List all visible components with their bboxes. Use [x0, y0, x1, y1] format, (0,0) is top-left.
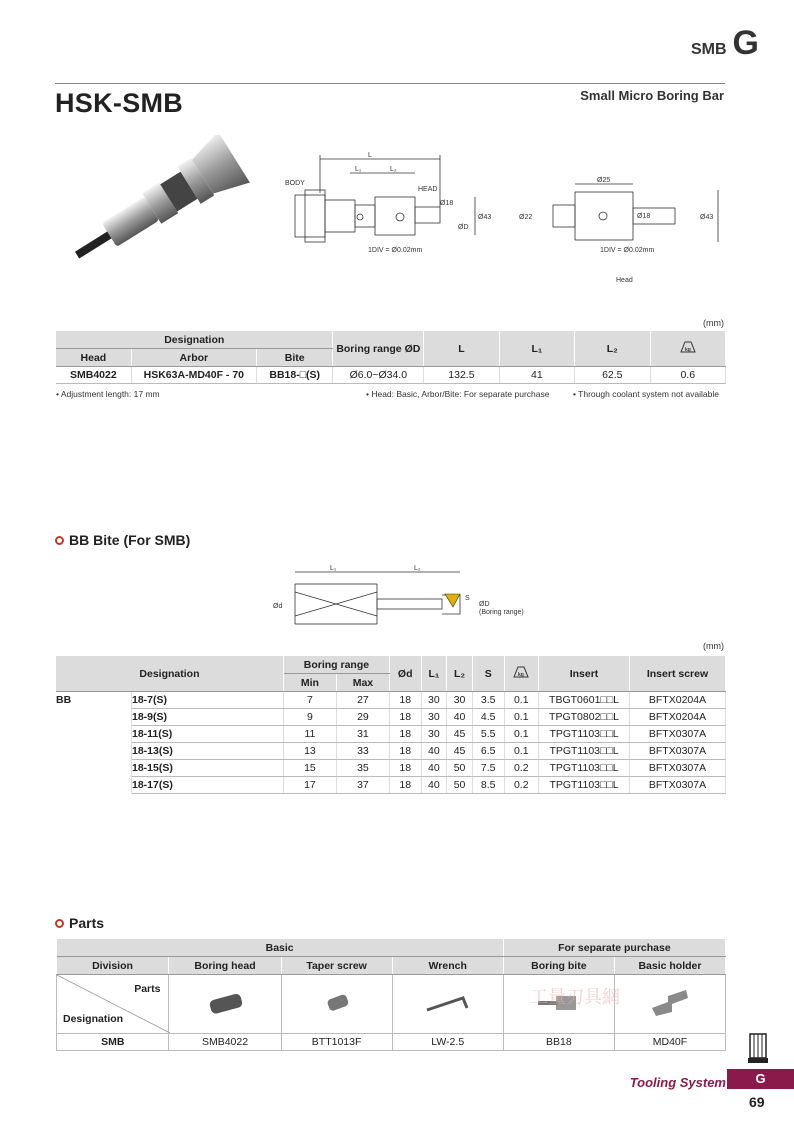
cell-S: 5.5 [472, 726, 504, 743]
cell-insert: TPGT1103□□L [539, 777, 630, 794]
section-bb-title: BB Bite (For SMB) [69, 532, 191, 548]
boring-head-image [169, 975, 281, 1034]
section-parts [55, 915, 104, 931]
th-head: Head [56, 349, 131, 367]
cell-L2: 50 [447, 777, 473, 794]
th-bb-insert: Insert [539, 656, 630, 692]
table-row [56, 709, 726, 726]
table-row [56, 367, 726, 384]
bite-table [56, 656, 726, 794]
th-bb-range: Boring range [283, 656, 389, 674]
cell-kg: 0.1 [504, 692, 538, 709]
cell-S: 6.5 [472, 743, 504, 760]
th-boring-range: Boring range ØD [333, 331, 424, 367]
cell-screw: BFTX0307A [630, 726, 726, 743]
cell-group: BB [56, 692, 132, 709]
diag-designation-label: Designation [63, 1013, 124, 1025]
dim-d18: Ø18 [440, 200, 454, 207]
cell-bite: BB18-□(S) [256, 367, 333, 384]
th-bite: Bite [256, 349, 333, 367]
dim-dD: ØD [458, 224, 469, 231]
cell-code: 18-9(S) [132, 709, 284, 726]
cell-code: 18-13(S) [132, 743, 284, 760]
cell-screw: BFTX0204A [630, 692, 726, 709]
weight-icon-2 [504, 656, 538, 692]
cell-insert: TPGT0802□□L [539, 709, 630, 726]
th-L1: L₁ [499, 331, 574, 367]
cell-min: 7 [283, 692, 336, 709]
dim-d18-2: Ø18 [637, 213, 651, 220]
th-wrench: Wrench [392, 957, 503, 975]
unit-mm: (mm) [703, 318, 724, 328]
cell-L1: 40 [421, 760, 447, 777]
section-bb-bite [55, 532, 190, 548]
cell-min: 11 [283, 726, 336, 743]
head-caption: Head [616, 277, 633, 284]
th-boring-head: Boring head [169, 957, 281, 975]
bite-drawing [270, 562, 530, 632]
section-parts-title: Parts [69, 915, 105, 931]
category-small: SMB [690, 41, 727, 58]
cell-L: 132.5 [424, 367, 500, 384]
bite-dim-L2: L₂ [414, 565, 421, 572]
cell-code: 18-7(S) [132, 692, 284, 709]
header-rule [55, 83, 725, 84]
cell-L1: 30 [421, 692, 447, 709]
cell-S: 3.5 [472, 692, 504, 709]
svg-text:kg: kg [518, 672, 525, 678]
footer-text: Tooling System [629, 1075, 726, 1090]
holder-icon [745, 1030, 771, 1066]
taper-screw-image [281, 975, 392, 1034]
dim-d22: Ø22 [519, 214, 533, 221]
th-bb-d: Ød [389, 656, 421, 692]
page-title: HSK-SMB [55, 88, 184, 118]
cell-L1: 30 [421, 709, 447, 726]
th-bb-designation: Designation [56, 656, 283, 692]
cell-S: 4.5 [472, 709, 504, 726]
cell-S: 7.5 [472, 760, 504, 777]
cell-range: Ø6.0~Ø34.0 [333, 367, 424, 384]
cell-d: 18 [389, 743, 421, 760]
part-basic-holder: MD40F [614, 1034, 725, 1051]
cell-kg: 0.1 [504, 743, 538, 760]
page-subtitle: Small Micro Boring Bar [580, 88, 724, 103]
cell-kg: 0.2 [504, 760, 538, 777]
cell-d: 18 [389, 777, 421, 794]
th-taper-screw: Taper screw [281, 957, 392, 975]
part-boring-head: SMB4022 [169, 1034, 281, 1051]
th-arbor: Arbor [131, 349, 256, 367]
cell-kg: 0.2 [504, 777, 538, 794]
parts-table [56, 939, 726, 1051]
section-bullet-icon-2 [55, 919, 64, 928]
cell-L1: 40 [421, 777, 447, 794]
cell-d: 18 [389, 760, 421, 777]
cell-d: 18 [389, 726, 421, 743]
cell-group [56, 777, 132, 794]
cell-min: 13 [283, 743, 336, 760]
cell-d: 18 [389, 692, 421, 709]
diag-cell [57, 975, 169, 1034]
unit-mm-2: (mm) [703, 641, 724, 651]
spec-table [56, 331, 726, 384]
note-adjustment: • Adjustment length: 17 mm [56, 389, 160, 399]
cell-insert: TPGT1103□□L [539, 760, 630, 777]
cell-kg: 0.6 [650, 367, 725, 384]
section-bullet-icon [55, 536, 64, 545]
part-boring-bite: BB18 [503, 1034, 614, 1051]
page-number: 69 [749, 1094, 765, 1110]
cell-L2: 30 [447, 692, 473, 709]
cell-screw: BFTX0307A [630, 743, 726, 760]
note-purchase: • Head: Basic, Arbor/Bite: For separate purchase [366, 389, 550, 399]
part-taper-screw: BTT1013F [281, 1034, 392, 1051]
th-boring-bite: Boring bite [503, 957, 614, 975]
category-header [691, 24, 759, 63]
th-basic-holder: Basic holder [614, 957, 725, 975]
cell-head: SMB4022 [56, 367, 131, 384]
parts-row-label: SMB [57, 1034, 169, 1051]
dim-L2: L₂ [390, 166, 397, 173]
cell-L2: 45 [447, 726, 473, 743]
bite-dim-D: ØD [479, 601, 490, 608]
th-bb-min: Min [283, 674, 336, 692]
cell-group [56, 743, 132, 760]
cell-max: 37 [336, 777, 389, 794]
th-bb-max: Max [336, 674, 389, 692]
wrench-image [392, 975, 503, 1034]
div-note: 1DIV = Ø0.02mm [368, 247, 423, 254]
th-bb-screw: Insert screw [630, 656, 726, 692]
cell-max: 31 [336, 726, 389, 743]
watermark: 工量刃具網 [530, 987, 620, 1007]
th-L2: L₂ [575, 331, 650, 367]
dim-d43-2: Ø43 [700, 214, 714, 221]
label-body: BODY [285, 180, 305, 187]
cell-insert: TPGT1103□□L [539, 726, 630, 743]
cell-L2: 62.5 [575, 367, 650, 384]
th-separate: For separate purchase [503, 939, 725, 957]
table-row [56, 777, 726, 794]
weight-icon [650, 331, 725, 367]
cell-S: 8.5 [472, 777, 504, 794]
table-row [56, 692, 726, 709]
cell-L1: 40 [421, 743, 447, 760]
cell-d: 18 [389, 709, 421, 726]
cell-group [56, 726, 132, 743]
basic-holder-image [614, 975, 725, 1034]
th-bb-S: S [472, 656, 504, 692]
cell-kg: 0.1 [504, 709, 538, 726]
svg-text:kg: kg [684, 347, 691, 353]
cell-max: 33 [336, 743, 389, 760]
cell-insert: TPGT1103□□L [539, 743, 630, 760]
cell-code: 18-15(S) [132, 760, 284, 777]
label-head: HEAD [418, 186, 438, 193]
cell-min: 9 [283, 709, 336, 726]
cell-L2: 50 [447, 760, 473, 777]
product-photo [55, 135, 255, 285]
cell-code: 18-17(S) [132, 777, 284, 794]
cell-screw: BFTX0307A [630, 777, 726, 794]
cell-max: 35 [336, 760, 389, 777]
dim-d43: Ø43 [478, 214, 492, 221]
note-coolant: • Through coolant system not available [573, 389, 719, 399]
cell-L1: 30 [421, 726, 447, 743]
cell-kg: 0.1 [504, 726, 538, 743]
div-note-2: 1DIV = Ø0.02mm [600, 247, 655, 254]
cell-L2: 45 [447, 743, 473, 760]
dim-L1: L₁ [355, 166, 362, 173]
table-row [56, 743, 726, 760]
dim-d25: Ø25 [597, 177, 611, 184]
th-bb-L1: L₁ [421, 656, 447, 692]
cell-insert: TBGT0601□□L [539, 692, 630, 709]
cell-arbor: HSK63A-MD40F - 70 [131, 367, 256, 384]
category-letter: G [732, 24, 759, 62]
cell-code: 18-11(S) [132, 726, 284, 743]
th-division: Division [57, 957, 169, 975]
cell-max: 29 [336, 709, 389, 726]
cell-L1: 41 [499, 367, 574, 384]
cell-min: 17 [283, 777, 336, 794]
bite-dim-D-note: (Boring range) [479, 609, 524, 616]
cell-group [56, 760, 132, 777]
table-row [56, 760, 726, 777]
part-wrench: LW-2.5 [392, 1034, 503, 1051]
th-bb-L2: L₂ [447, 656, 473, 692]
cell-screw: BFTX0204A [630, 709, 726, 726]
assembly-drawing [280, 145, 495, 260]
bite-dim-d: Ød [273, 603, 283, 610]
cell-group [56, 709, 132, 726]
cell-min: 15 [283, 760, 336, 777]
cell-L2: 40 [447, 709, 473, 726]
section-tab: G [727, 1069, 794, 1089]
th-basic: Basic [57, 939, 504, 957]
bite-dim-L1: L₁ [330, 565, 337, 572]
cell-max: 27 [336, 692, 389, 709]
cell-screw: BFTX0307A [630, 760, 726, 777]
th-L: L [424, 331, 500, 367]
bite-dim-S: S [465, 595, 470, 602]
diag-parts-label: Parts [134, 983, 161, 995]
dim-L: L [368, 152, 372, 159]
table-row [56, 726, 726, 743]
th-designation: Designation [56, 331, 333, 349]
head-drawing [515, 170, 725, 290]
